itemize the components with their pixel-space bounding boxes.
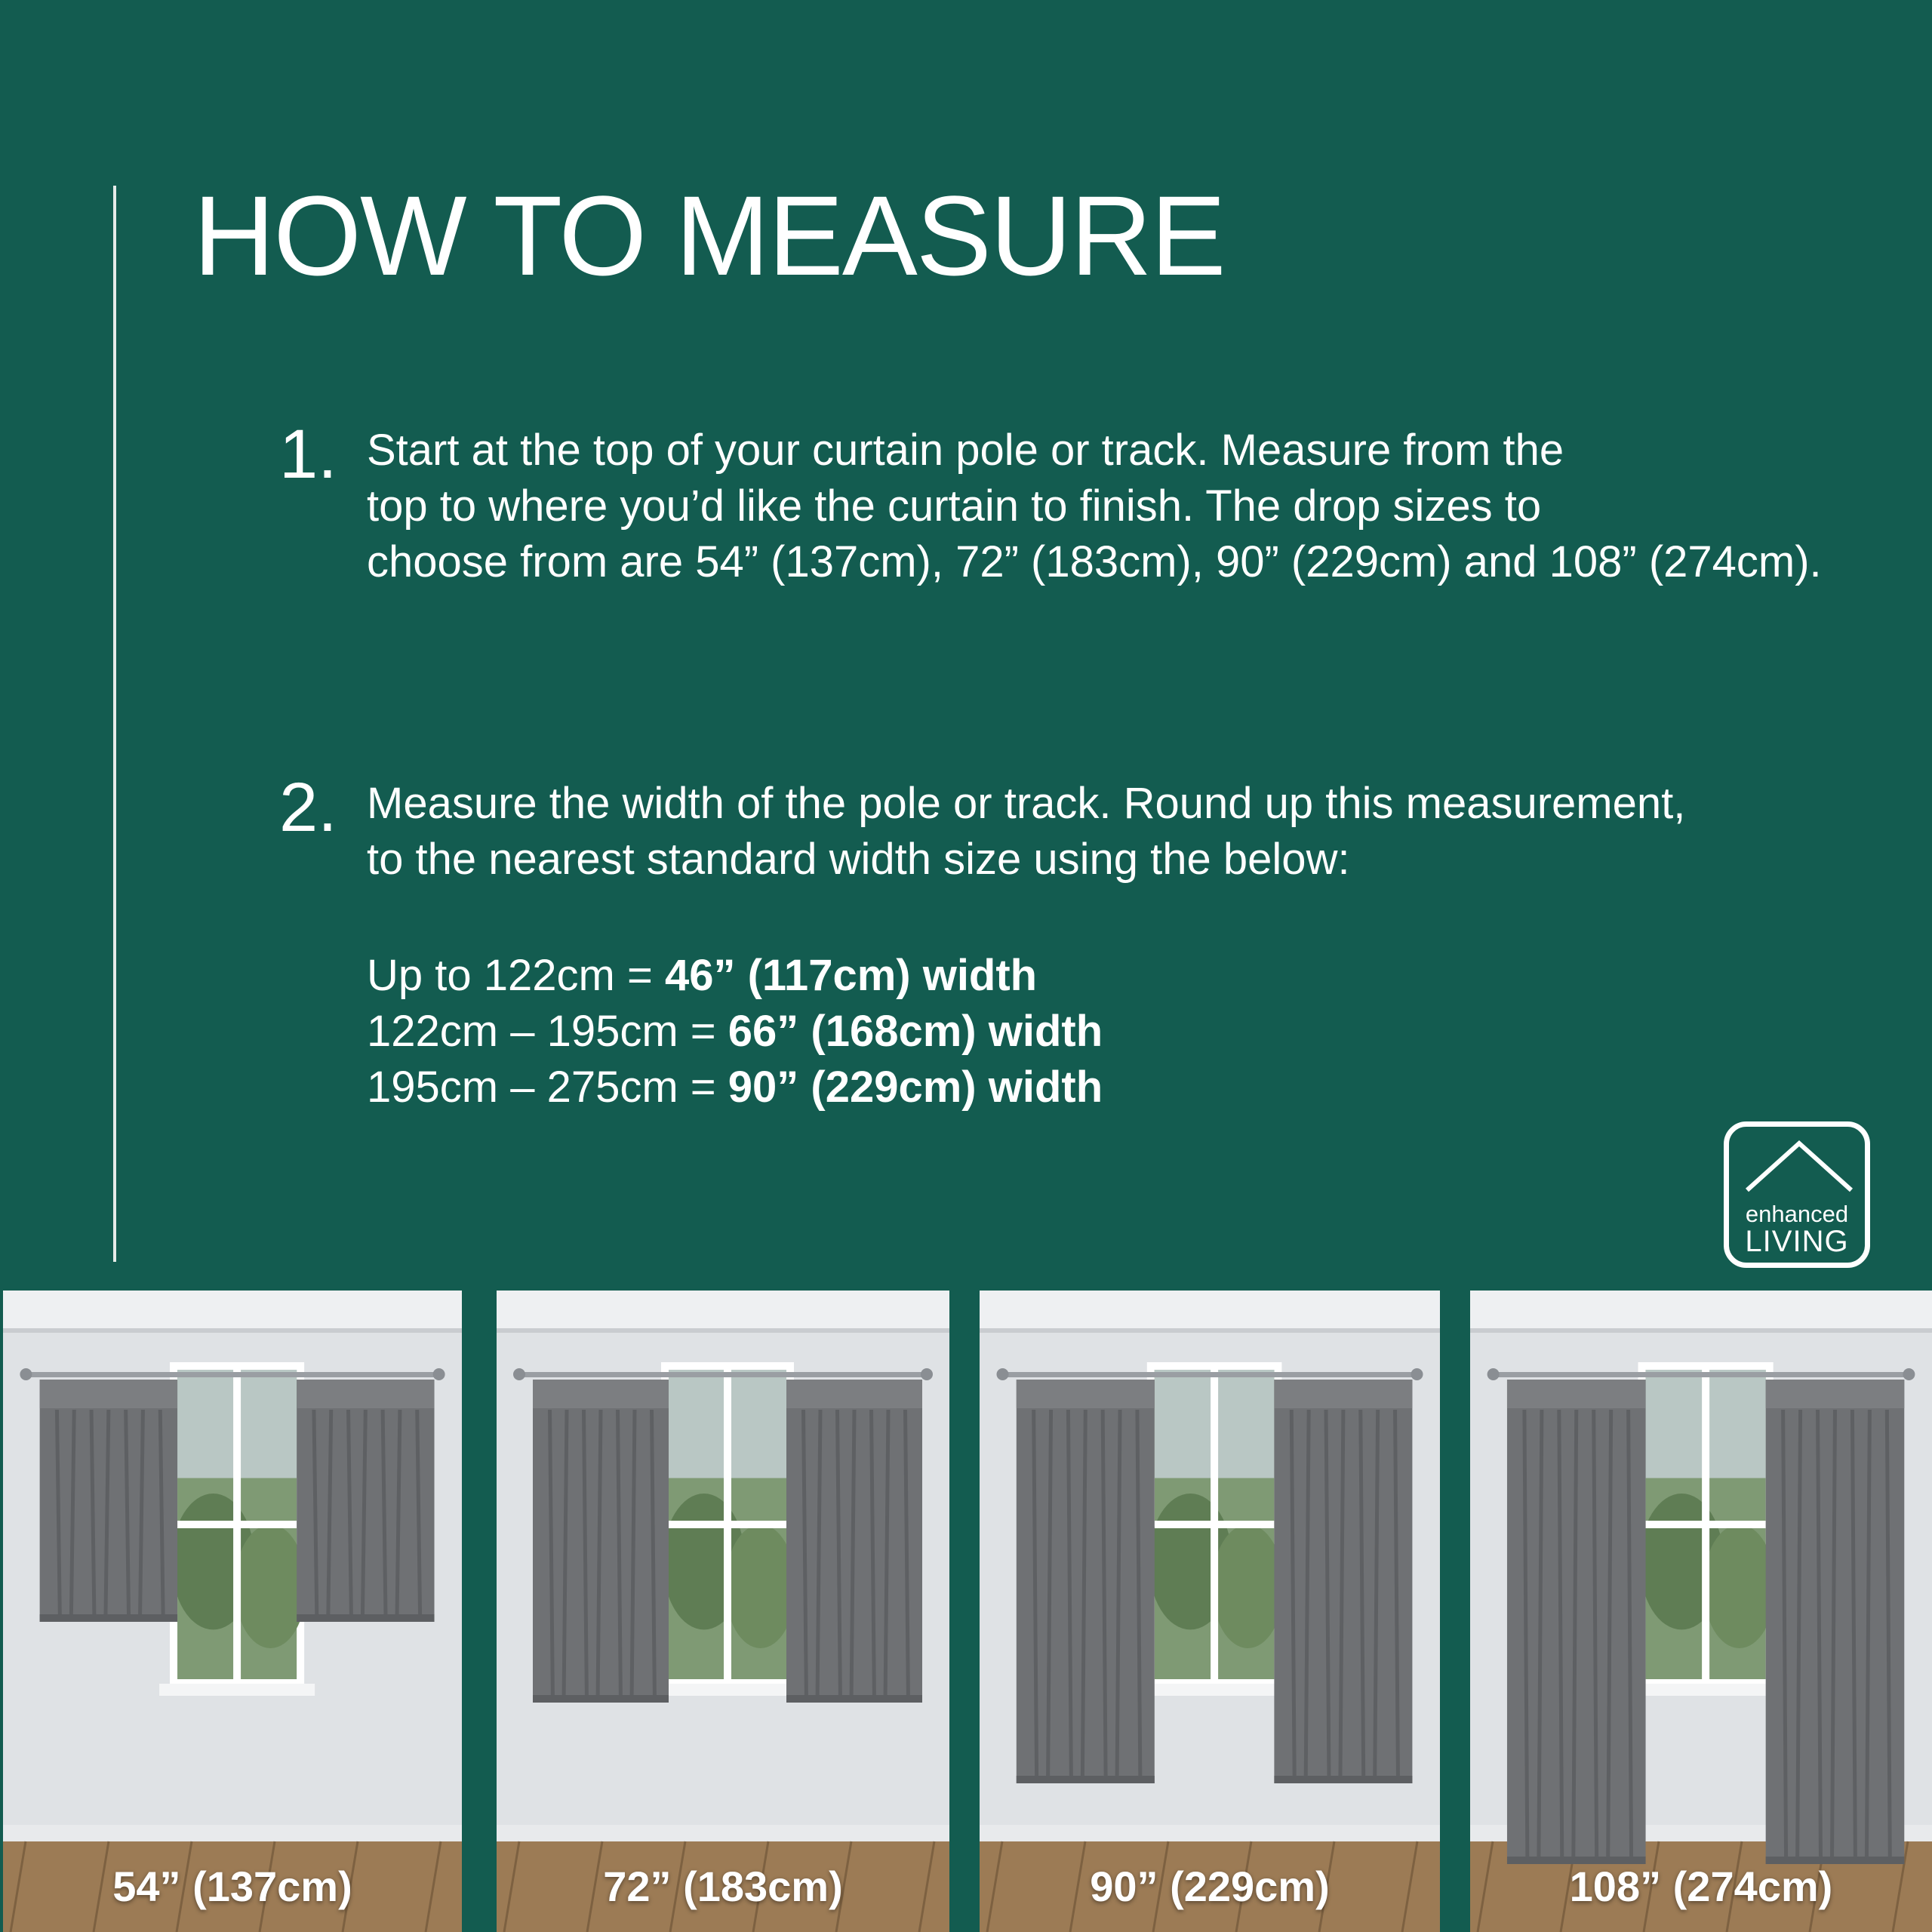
- width-range: Up to 122cm =: [367, 951, 665, 1000]
- vertical-divider: [113, 186, 116, 1262]
- curtain-scene-image: [980, 1291, 1440, 1932]
- width-size-row: [367, 948, 1103, 1004]
- logo-line-1: enhanced: [1745, 1201, 1849, 1227]
- curtain-scene-image: [3, 1291, 462, 1932]
- width-range: 122cm – 195cm =: [367, 1007, 728, 1056]
- width-size-row: [367, 1004, 1103, 1060]
- step-2-line: to the nearest standard width size using the below:: [367, 835, 1350, 884]
- page-title: HOW TO MEASURE: [193, 172, 1225, 299]
- width-range: 195cm – 275cm =: [367, 1063, 728, 1112]
- drop-size-label: 72” (183cm): [603, 1863, 843, 1910]
- step-2-text: [367, 776, 1786, 888]
- step-1-text: [367, 423, 1822, 590]
- step-1-line: choose from are 54” (137cm), 72” (183cm), 90” (229cm) and 108” (274cm).: [367, 537, 1822, 586]
- step-2-line: Measure the width of the pole or track. Round up this measurement,: [367, 779, 1686, 828]
- brand-logo: [1724, 1121, 1870, 1268]
- step-1-line: Start at the top of your curtain pole or track. Measure from the: [367, 426, 1564, 475]
- width-size-row: [367, 1060, 1103, 1115]
- curtain-panel-90: [980, 1291, 1440, 1932]
- width-size-list: [367, 948, 1103, 1115]
- drop-size-label: 108” (274cm): [1569, 1863, 1833, 1910]
- curtain-scene-image: [1470, 1291, 1932, 1932]
- width-result: 66” (168cm) width: [728, 1007, 1103, 1056]
- curtain-panel-72: [497, 1291, 949, 1932]
- curtain-panel-54: [3, 1291, 462, 1932]
- step-2-number: 2.: [279, 769, 337, 846]
- house-roof-icon: [1743, 1137, 1856, 1198]
- curtain-panel-108: [1470, 1291, 1932, 1932]
- drop-size-label: 54” (137cm): [112, 1863, 352, 1910]
- drop-size-label: 90” (229cm): [1090, 1863, 1330, 1910]
- curtain-scene-image: [497, 1291, 949, 1932]
- step-1-line: top to where you’d like the curtain to finish. The drop sizes to: [367, 481, 1542, 531]
- width-result: 90” (229cm) width: [728, 1063, 1103, 1112]
- width-result: 46” (117cm) width: [664, 951, 1038, 1000]
- logo-line-2: LIVING: [1745, 1225, 1849, 1258]
- step-1-number: 1.: [279, 416, 337, 493]
